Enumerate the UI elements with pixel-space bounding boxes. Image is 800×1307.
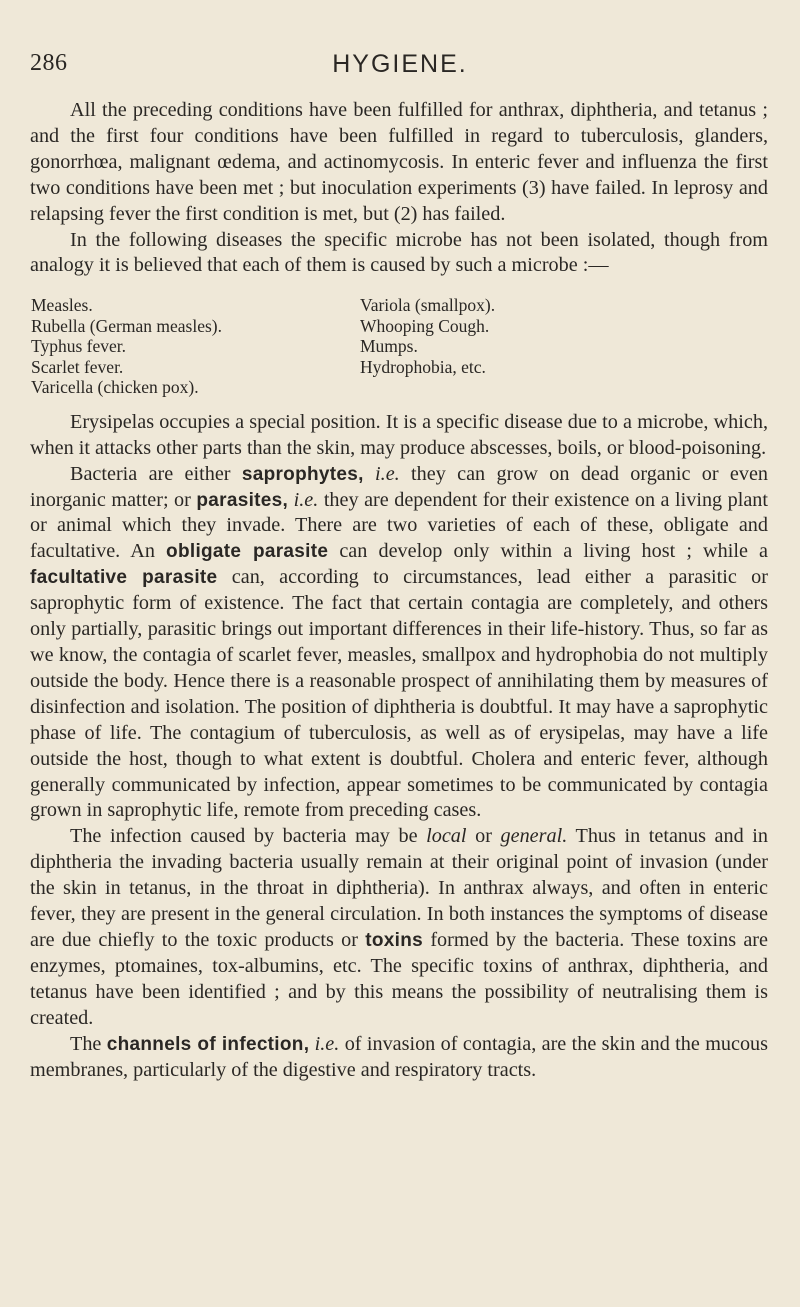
list-item: Whooping Cough.	[360, 315, 490, 336]
page-number: 286	[30, 50, 68, 76]
list-item: Hydrophobia, etc.	[360, 356, 486, 377]
paragraph-bacteria-types: Bacteria are either saprophytes, i.e. they can grow on dead organic or even inorganic matter; or parasites, i.e. they are dependent for their existence on a living plant or animal which they invade. There are two varieties of each of these, obligate and facultative. An obligate parasite can develop only within a living host ; while a facultative parasite can, according to circumstances, lead either a parasitic or saprophytic form of existence. The fact that certain contagia are completely, and others only partially, parasitic brings out important differences in their life-history. Thus, so far as we know, the contagia of scarlet fever, measles, smallpox and hydrophobia do not multiply outside the body. Hence there is a reasonable prospect of annihilating them by measures of disinfection and isolation. The position of diphtheria is doubtful. It may have a saprophytic phase of life. The contagium of tuberculosis, as well as of erysipelas, may have a life outside the host, though to what extent is doubtful. Cholera and enteric fever, although generally communicated by infection, appear sometimes to be communicated by contagia grown in saprophytic life, remote from preceding cases.	[30, 462, 769, 822]
paragraph-infection-local-general: The infection caused by bacteria may be local or general. Thus in tetanus and in diphtheria the invading bacteria usually remain at their original point of invasion (under the skin in tetanus, in the throat in diphtheria). In anthrax always, and often in enteric fever, they are present in the general circulation. In both instances the symptoms of disease are due chiefly to the toxic products or toxins formed by the bacteria. These toxins are enzymes, ptomaines, tox-albumins, etc. The specific toxins of anthrax, diphtheria, and tetanus have been identified ; and by this means the possibility of neutralising them is created.	[30, 825, 768, 1029]
disease-list	[30, 295, 768, 398]
term-toxins: toxins	[365, 929, 424, 951]
list-item: Scarlet fever.	[31, 356, 124, 377]
term-facultative-parasite: facultative parasite	[30, 567, 218, 589]
body-text	[30, 98, 768, 1083]
list-item: Measles.	[31, 295, 93, 316]
list-item: Typhus fever.	[31, 336, 127, 357]
page-header	[30, 50, 770, 84]
paragraph-erysipelas: Erysipelas occupies a special position. It is a specific disease due to a microbe, which, when it attacks other parts than the skin, may produce abscesses, boils, or blood-poisoning.	[30, 410, 768, 459]
paragraph-channels-of-infection: The channels of infection, i.e. of invasion of contagia, are the skin and the mucous membranes, particularly of the digestive and respiratory tracts.	[30, 1032, 768, 1081]
paragraph-unisolated-intro: In the following diseases the specific microbe has not been isolated, though from analogy it is believed that each of them is caused by such a microbe :—	[30, 228, 768, 277]
term-parasites: parasites,	[196, 489, 289, 511]
term-saprophytes: saprophytes,	[241, 463, 364, 485]
term-local: local	[426, 825, 467, 848]
paragraph-conditions: All the preceding conditions have been fulfilled for anthrax, diphtheria, and tetanus ; and the first four conditions have been fulfilled in regard to tuberculosis, glanders, gonorrhœa, malignant œdema, and actinomycosis. In enteric fever and influenza the first two conditions have been met ; but inoculation experiments (3) have failed. In leprosy and relapsing fever the first condition is met, but (2) has failed.	[30, 99, 768, 225]
list-item: Variola (smallpox).	[360, 295, 496, 316]
term-obligate-parasite: obligate parasite	[166, 541, 329, 563]
running-head: HYGIENE.	[332, 50, 468, 78]
list-item: Rubella (German measles).	[31, 315, 222, 336]
term-general: general.	[500, 825, 568, 848]
term-channels-of-infection: channels of infection,	[106, 1033, 310, 1055]
disease-list-left	[30, 295, 360, 398]
list-item: Varicella (chicken pox).	[31, 377, 199, 398]
disease-list-right	[360, 295, 690, 398]
list-item: Mumps.	[360, 336, 418, 357]
